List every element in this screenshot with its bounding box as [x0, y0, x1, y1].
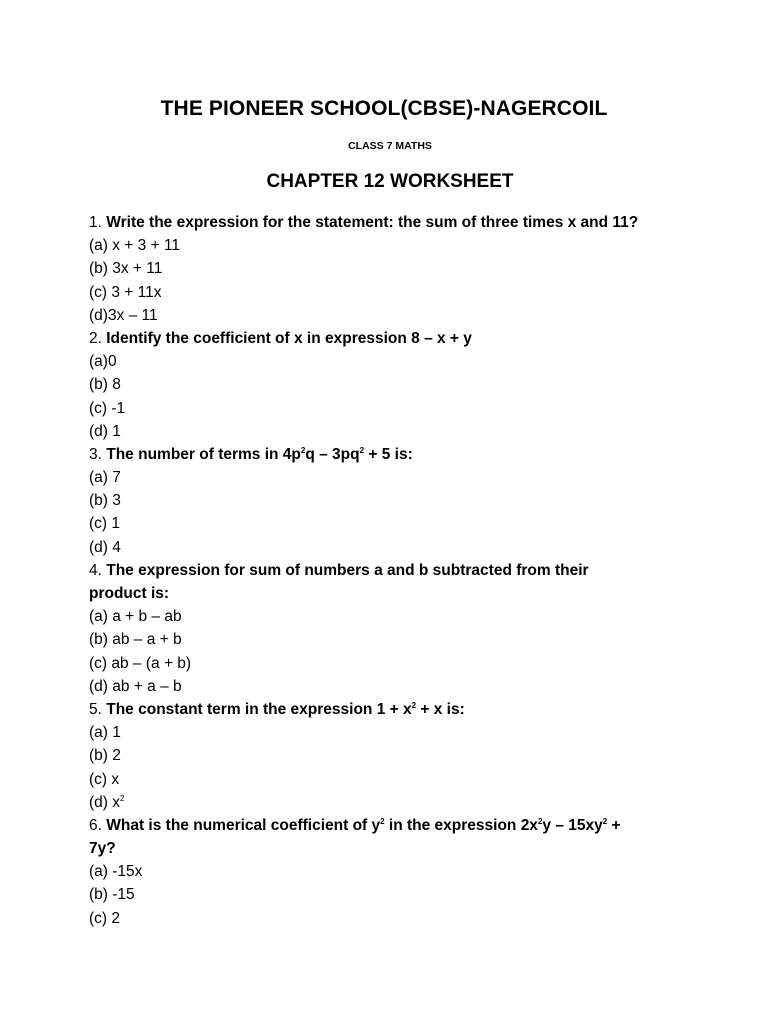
- option-c: (c) 3 + 11x: [89, 283, 162, 301]
- question-6: [89, 814, 689, 837]
- option-a: (a) 1: [89, 724, 121, 742]
- question-5: [89, 698, 689, 721]
- question-2: [89, 327, 689, 350]
- question-number: 4.: [89, 561, 102, 579]
- option-d: (d) ab + a – b: [89, 677, 182, 695]
- question-text-continued: 7y?: [89, 840, 116, 858]
- question-text: What is the numerical coefficient of $y^2$ in the expression $2x^2y - 15xy^2$ +: [106, 816, 621, 834]
- option-d: (d)3x – 11: [89, 306, 158, 324]
- option-a: (a) 7: [89, 469, 121, 487]
- superscript: 2: [120, 793, 125, 803]
- superscript: 2: [300, 445, 306, 455]
- question-number: 5.: [89, 700, 102, 718]
- question-list: [89, 211, 689, 930]
- option-c: (c) ab – (a + b): [89, 654, 192, 672]
- superscript: 2: [380, 816, 385, 826]
- question-number: 3.: [89, 445, 102, 463]
- option-d: (d) 1: [89, 422, 121, 440]
- option-a: (a)0: [89, 353, 117, 371]
- option-b: (b) ab – a + b: [89, 631, 182, 649]
- option-b: (b) 3x + 11: [89, 260, 163, 278]
- option-c: (c) 1: [89, 515, 120, 533]
- question-1: [89, 211, 689, 234]
- question-number: 1.: [89, 214, 102, 231]
- option-a: (a) x + 3 + 11: [89, 237, 181, 255]
- question-4: [89, 559, 689, 582]
- option-c: (c) 2: [89, 909, 120, 927]
- superscript: 2: [602, 816, 608, 826]
- option-d: (d) 4: [89, 538, 121, 556]
- option-b: (b) 8: [89, 376, 121, 394]
- question-text: The number of terms in $4p^2q - 3pq^2 + 5$ is:: [106, 445, 413, 463]
- question-text: The expression for sum of numbers a and b subtracted from their: [106, 561, 589, 579]
- question-text: Write the expression for the statement: the sum of three times x and 11?: [106, 214, 639, 231]
- superscript: 2: [411, 700, 417, 710]
- superscript: 2: [537, 816, 543, 826]
- option-b: (b) -15: [89, 886, 135, 904]
- question-text: Identify the coefficient of x in expression 8 – x + y: [106, 329, 472, 347]
- question-3: [89, 443, 689, 466]
- chapter-title: CHAPTER 12 WORKSHEET: [266, 171, 514, 192]
- option-c: (c) x: [89, 770, 120, 788]
- option-c: (c) -1: [89, 399, 126, 417]
- class-label: CLASS 7 MATHS: [348, 140, 432, 152]
- option-a: (a) -15x: [89, 863, 143, 881]
- option-d: (d) $x^2$: [89, 793, 125, 811]
- question-text: The constant term in the expression $1 + x^2 + x$ is:: [106, 700, 465, 718]
- question-6-continued: [89, 837, 689, 860]
- option-b: (b) 2: [89, 747, 121, 765]
- question-number: 6.: [89, 816, 102, 834]
- question-text-continued: product is:: [89, 585, 170, 602]
- superscript: 2: [359, 445, 365, 455]
- option-b: (b) 3: [89, 492, 121, 510]
- school-title: THE PIONEER SCHOOL(CBSE)-NAGERCOIL: [160, 97, 608, 120]
- question-number: 2.: [89, 329, 102, 347]
- question-4-continued: [89, 582, 689, 605]
- option-a: (a) a + b – ab: [89, 608, 182, 626]
